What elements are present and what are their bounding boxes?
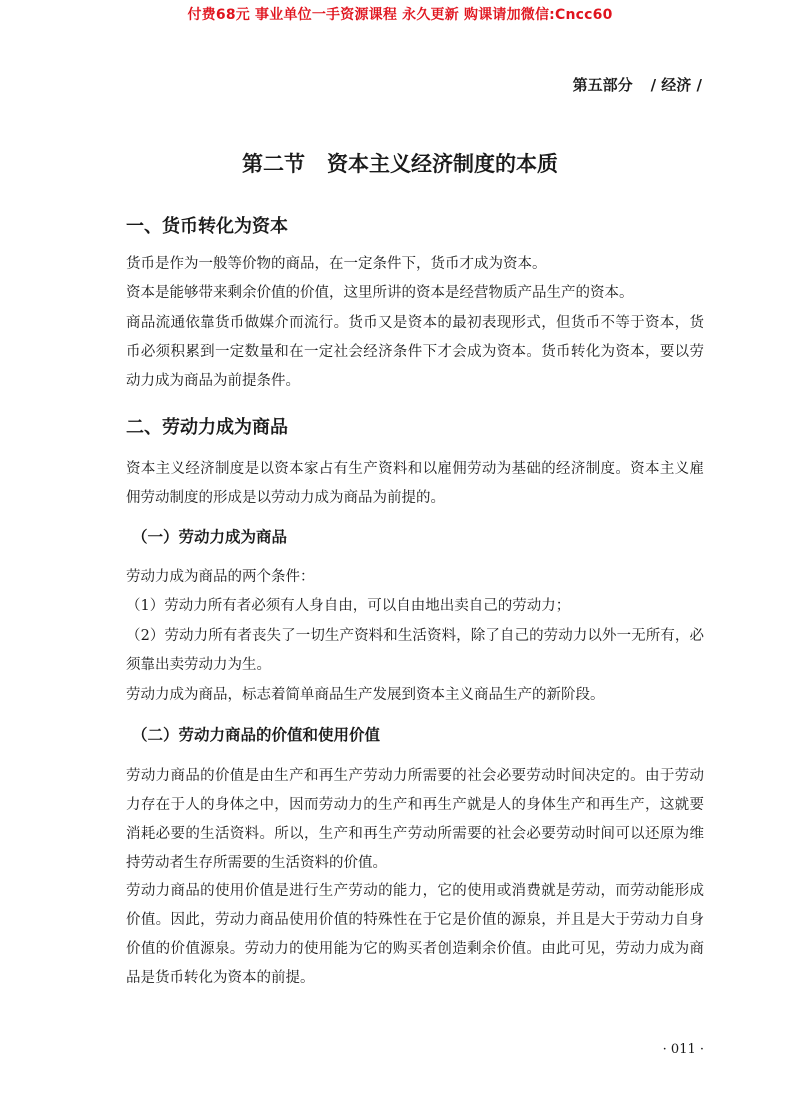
section-number: 第二节 [242,152,305,176]
paragraph: 商品流通依靠货币做媒介而流行。货币又是资本的最初表现形式，但货币不等于资本，货币必须积累到一定数量和在一定社会经济条件下才会成为资本。货币转化为资本，要以劳动力成为商品为前提条件。 [126,315,704,389]
paragraph: 劳动力成为商品，标志着简单商品生产发展到资本主义商品生产的新阶段。 [126,687,605,703]
section-title-text: 资本主义经济制度的本质 [327,152,558,176]
heading-labor-commodity: 二、劳动力成为商品 [126,417,288,438]
heading-money-to-capital: 一、货币转化为资本 [126,216,288,237]
paragraph: 劳动力商品的使用价值是进行生产劳动的能力，它的使用或消费就是劳动，而劳动能形成价值。因此，劳动力商品使用价值的特殊性在于它是价值的源泉，并且是大于劳动力自身价值的价值源泉。劳动力的使用能为它的购买者创造剩余价值。由此可见，劳动力成为商品是货币转化为资本的前提。 [126,883,704,986]
subheading-value-use-value: （二）劳动力商品的价值和使用价值 [132,726,381,744]
running-header [573,74,702,95]
header-topic: / 经济 / [650,76,702,94]
paragraph: 劳动力成为商品的两个条件： [126,569,315,585]
header-part: 第五部分 [572,76,633,94]
subheading-labor-commodity: （一）劳动力成为商品 [132,528,288,546]
paragraph: 资本主义经济制度是以资本家占有生产资料和以雇佣劳动为基础的经济制度。资本主义雇佣劳动制度的形成是以劳动力成为商品为前提的。 [126,461,704,506]
paragraph: （1）劳动力所有者必须有人身自由，可以自由地出卖自己的劳动力； [126,598,571,614]
watermark-banner: 付费68元 事业单位一手资源课程 永久更新 购课请加微信:Cncc60 [187,7,613,23]
paragraph: （2）劳动力所有者丧失了一切生产资料和生活资料，除了自己的劳动力以外一无所有，必须靠出卖劳动力为生。 [126,628,704,673]
paragraph: 劳动力商品的价值是由生产和再生产劳动力所需要的社会必要劳动时间决定的。由于劳动力存在于人的身体之中，因而劳动力的生产和再生产就是人的身体生产和再生产，这就要消耗必要的生活资料。所以，生产和再生产劳动所需要的社会必要劳动时间可以还原为维持劳动者生存所需要的生活资料的价值。 [126,768,704,871]
paragraph: 货币是作为一般等价物的商品，在一定条件下，货币才成为资本。 [126,256,547,272]
paragraph: 资本是能够带来剩余价值的价值，这里所讲的资本是经营物质产品生产的资本。 [126,285,634,301]
section-title [0,148,800,178]
page-number: · 011 · [662,1042,704,1057]
